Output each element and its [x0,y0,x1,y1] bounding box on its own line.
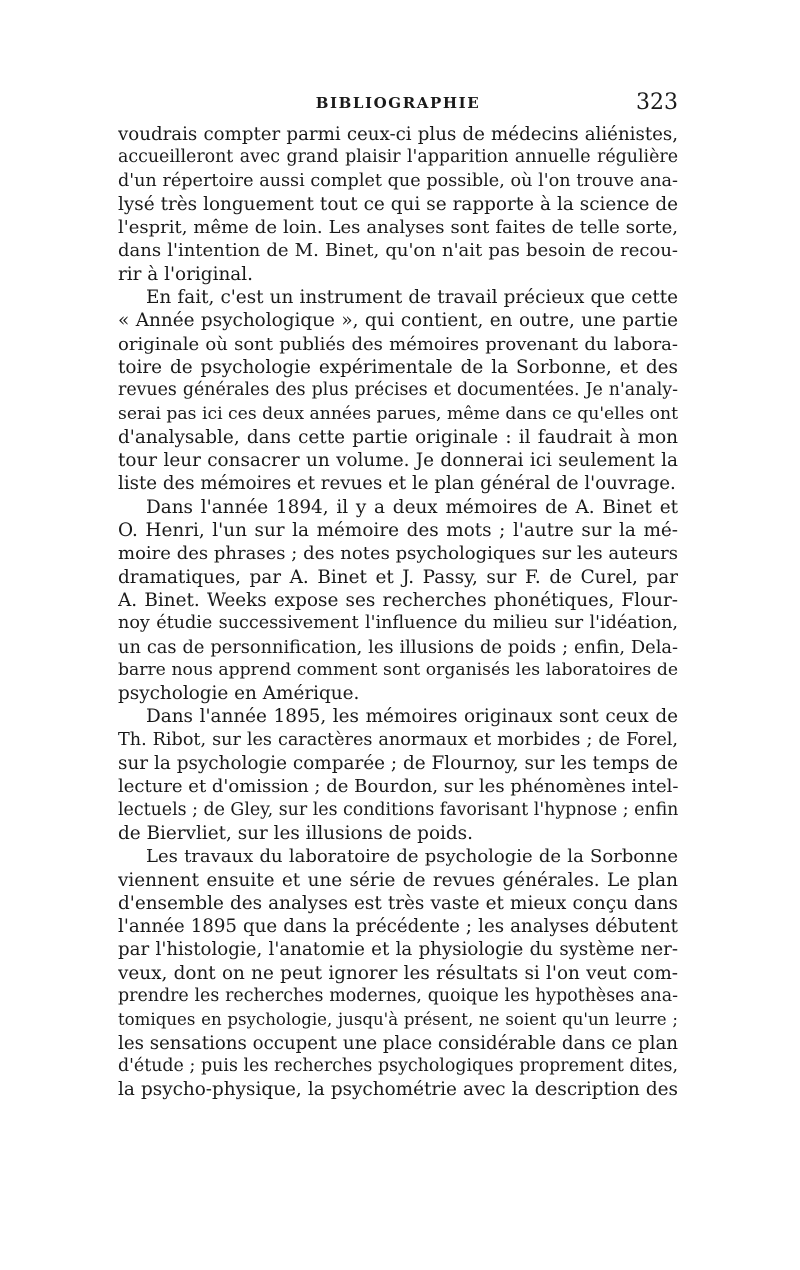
text-line: moire des phrases ; des notes psychologiques sur les auteurs [118,543,678,565]
text-line: d'étude ; puis les recherches psychologiques proprement dites, [118,1055,678,1076]
text-line: liste des mémoires et revues et le plan général de l'ouvrage. [118,473,676,495]
text-line: viennent ensuite et une série de revues générales. Le plan [118,869,678,891]
text-line: dramatiques, par A. Binet et J. Passy, sur F. de Curel, par [118,566,678,588]
text-line: voudrais compter parmi ceux-ci plus de médecins aliénistes, [118,124,678,145]
text-line: l'esprit, même de loin. Les analyses sont faites de telle sorte, [118,217,678,239]
text-line: noy étudie successivement l'influence du milieu sur l'idéation, [118,613,678,634]
text-line: de Biervliet, sur les illusions de poids. [118,822,473,844]
text-line: serai pas ici ces deux années parues, même dans ce qu'elles ont [118,403,678,424]
text-line: barre nous apprend comment sont organisés les laboratoires de [118,659,678,680]
text-line: la psycho-physique, la psychométrie avec la description des [118,1079,678,1101]
text-line: par l'histologie, l'anatomie et la physiologie du système ner- [118,939,678,961]
text-line: veux, dont on ne peut ignorer les résultats si l'on veut com- [118,962,678,984]
text-line: un cas de personnification, les illusions de poids ; enfin, Dela- [118,636,678,658]
text-line: En fait, c'est un instrument de travail précieux que cette [146,287,678,309]
text-line: prendre les recherches modernes, quoique les hypothèses ana- [118,985,678,1006]
text-line: « Année psychologique », qui contient, en outre, une partie [118,310,678,332]
text-line: sur la psychologie comparée ; de Flournoy, sur les temps de [118,753,678,775]
text-line: lectuels ; de Gley, sur les conditions favorisant l'hypnose ; enfin [118,799,678,820]
text-line: d'un répertoire aussi complet que possible, où l'on trouve ana- [118,170,678,191]
text-line: O. Henri, l'un sur la mémoire des mots ; l'autre sur la mé- [118,520,678,542]
text-line: Th. Ribot, sur les caractères anormaux et morbides ; de Forel, [118,729,678,750]
text-line: accueilleront avec grand plaisir l'apparition annuelle régulière [118,147,678,168]
text-line: lysé très longuement tout ce qui se rapporte à la science de [118,193,678,215]
text-line: originale où sont publiés des mémoires provenant du labora- [118,333,678,355]
text-line: d'ensemble des analyses est très vaste et mieux conçu dans [118,892,678,914]
text-line: revues générales des plus précises et documentées. Je n'analy- [118,380,678,401]
text-line: Dans l'année 1895, les mémoires originaux sont ceux de [146,706,678,728]
body-text [118,123,678,1101]
text-line: psychologie en Amérique. [118,683,360,705]
text-line: Les travaux du laboratoire de psychologie de la Sorbonne [146,846,678,868]
text-line: toire de psychologie expérimentale de la Sorbonne, et des [118,356,678,378]
text-line: A. Binet. Weeks expose ses recherches phonétiques, Flour- [118,589,678,611]
page-number: 323 [636,90,678,115]
running-head [118,92,678,116]
text-line: lecture et d'omission ; de Bourdon, sur les phénomènes intel- [118,776,678,798]
text-line: rir à l'original. [118,263,253,285]
running-title: BIBLIOGRAPHIE [315,94,481,112]
text-line: les sensations occupent une place considérable dans ce plan [118,1032,678,1054]
text-line: dans l'intention de M. Binet, qu'on n'ait pas besoin de recou- [118,240,678,262]
text-line: d'analysable, dans cette partie originale : il faudrait à mon [118,426,678,448]
text-line: tour leur consacrer un volume. Je donnerai ici seulement la [118,450,678,472]
text-line: tomiques en psychologie, jusqu'à présent, ne soient qu'un leurre ; [118,1010,678,1030]
text-line: l'année 1895 que dans la précédente ; les analyses débutent [118,916,678,938]
text-line: Dans l'année 1894, il y a deux mémoires de A. Binet et [146,496,678,518]
